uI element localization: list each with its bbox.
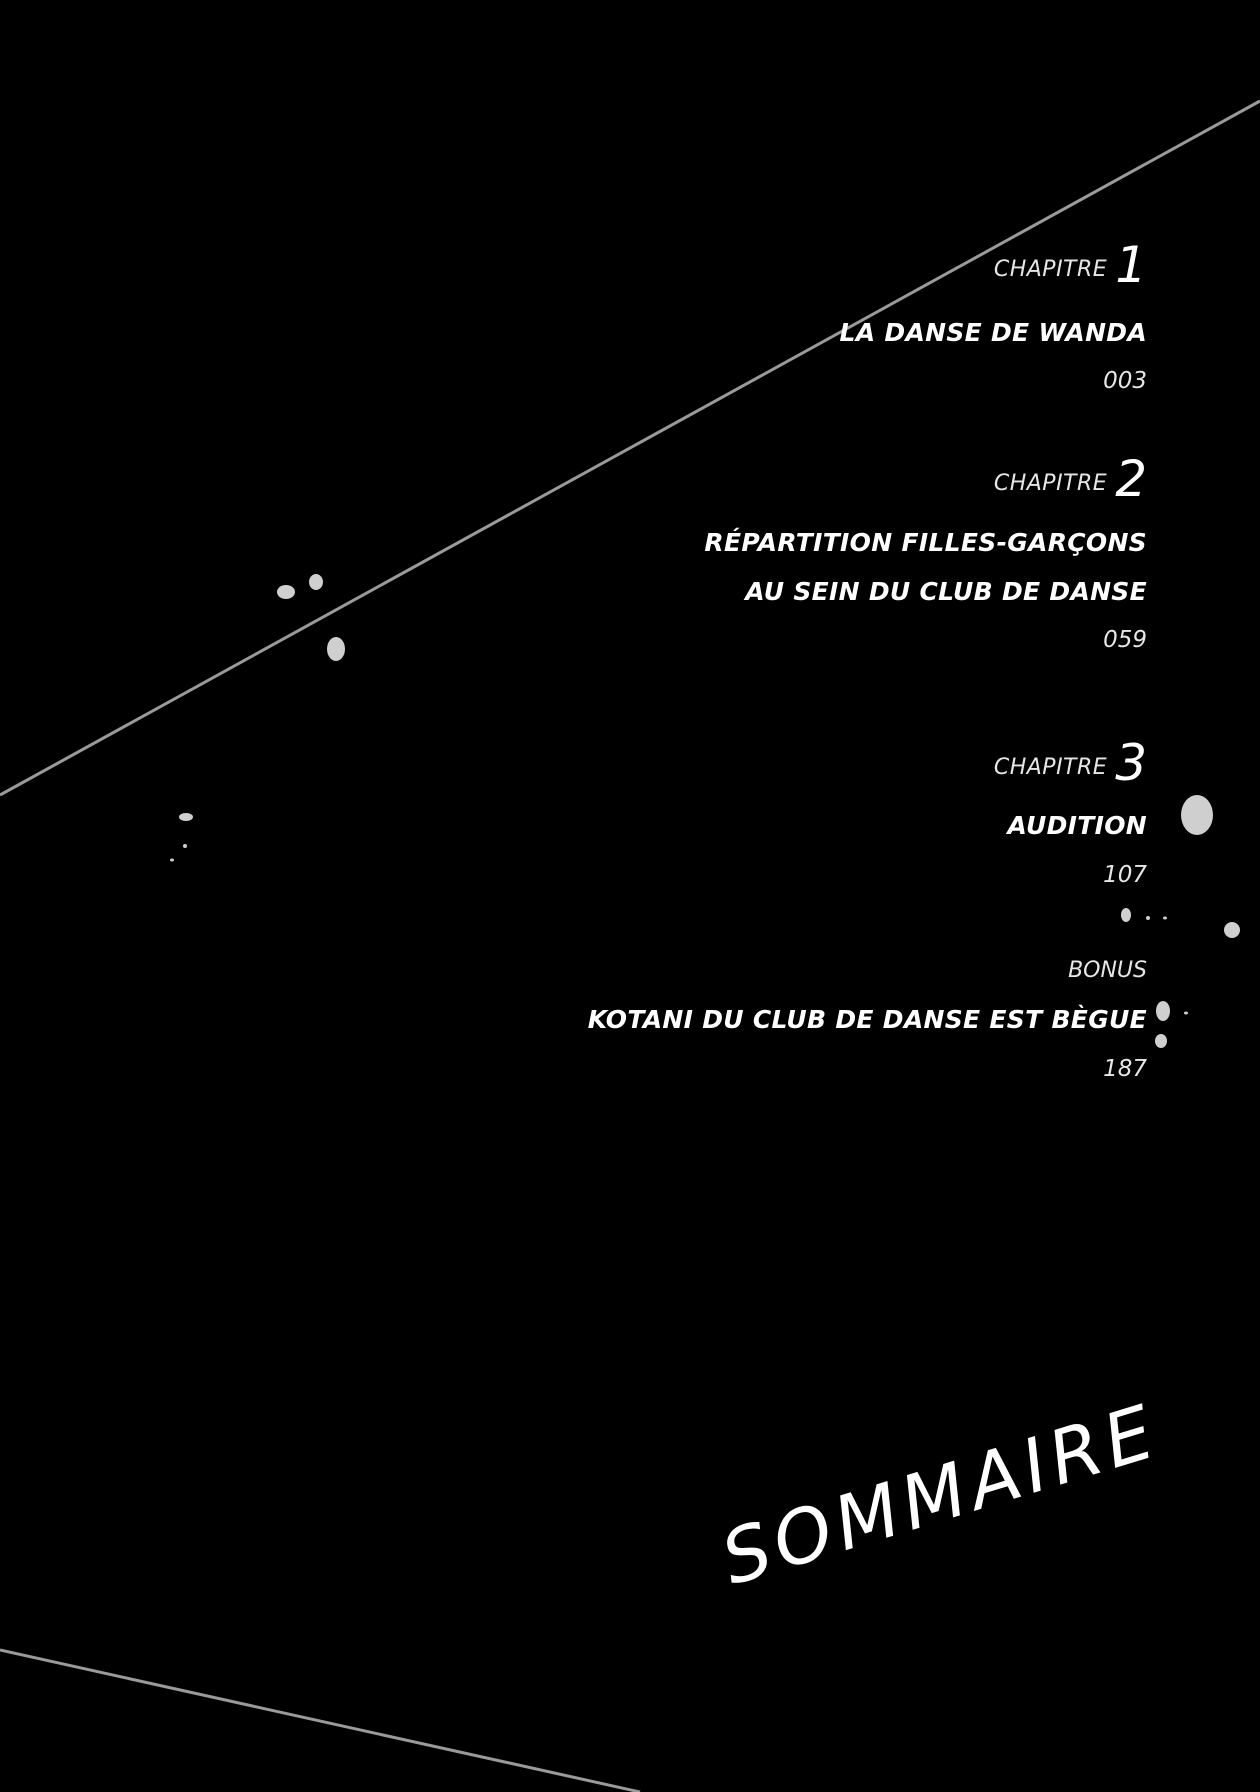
chapter-2-number: 2 [1115,450,1147,508]
chapter-2-heading [994,450,1147,508]
chapter-1-number: 1 [1115,236,1147,294]
chapter-3-label: CHAPITRE [993,755,1108,780]
chapter-1-heading [994,236,1147,294]
bonus-label: BONUS [1068,958,1147,983]
chapter-2-label: CHAPITRE [993,471,1108,496]
chapter-1-label: CHAPITRE [993,257,1108,282]
chapter-1-page: 003 [1103,368,1147,394]
chapter-3-page: 107 [1103,862,1147,888]
diagonal-line-top [0,101,1260,795]
chapter-2-page: 059 [1103,627,1147,653]
chapter-2-title-line-1: RÉPARTITION FILLES-GARÇONS [704,528,1147,557]
chapter-3-number: 3 [1115,734,1147,792]
bonus-page: 187 [1103,1056,1147,1082]
chapter-2-title-line-2: AU SEIN DU CLUB DE DANSE [745,577,1147,606]
chapter-3-heading [994,734,1147,792]
chapter-3-title: AUDITION [1007,811,1147,840]
chapter-1-title: LA DANSE DE WANDA [839,318,1147,347]
page-title: SOMMAIRE [712,1387,1169,1603]
bonus-title: KOTANI DU CLUB DE DANSE EST BÈGUE [587,1005,1147,1034]
diagonal-line-bottom [0,1650,640,1792]
